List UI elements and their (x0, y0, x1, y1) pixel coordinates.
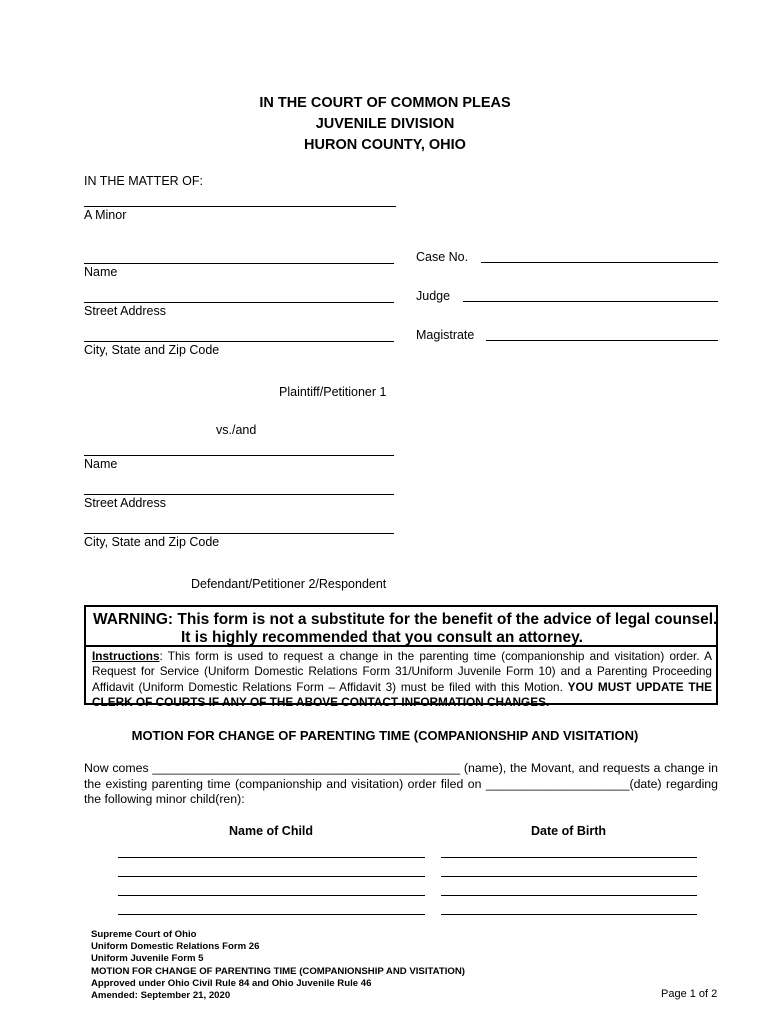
party1-role: Plaintiff/Petitioner 1 (279, 385, 387, 399)
party1-city-label: City, State and Zip Code (84, 343, 220, 357)
page-number: Page 1 of 2 (661, 988, 718, 1000)
party2-name-label: Name (84, 457, 118, 471)
vs-and-label: vs./and (216, 423, 257, 437)
footer-form-title: MOTION FOR CHANGE OF PARENTING TIME (COMPANIONSHIP AND VISITATION) (91, 965, 465, 977)
party2-city-label: City, State and Zip Code (84, 535, 220, 549)
child-name-line-4[interactable] (118, 914, 425, 915)
judge-label: Judge (416, 289, 451, 303)
instructions-text (92, 649, 712, 710)
court-name: IN THE COURT OF COMMON PLEAS (259, 95, 511, 111)
party1-street-line[interactable] (84, 302, 394, 303)
col-header-name-of-child: Name of Child (229, 824, 314, 838)
case-no-label: Case No. (416, 250, 469, 264)
child-dob-line-3[interactable] (441, 895, 697, 896)
child-dob-line-4[interactable] (441, 914, 697, 915)
warning-line-1: WARNING: This form is not a substitute for the benefit of the advice of legal counsel. (93, 611, 718, 628)
party2-street-line[interactable] (84, 494, 394, 495)
footer-approval: Approved under Ohio Civil Rule 84 and Ohio Juvenile Rule 46 (91, 977, 372, 989)
a-minor-label: A Minor (84, 208, 127, 222)
magistrate-line[interactable] (486, 340, 718, 341)
party1-city-line[interactable] (84, 341, 394, 342)
warning-box (84, 605, 718, 709)
motion-title: MOTION FOR CHANGE OF PARENTING TIME (COMPANIONSHIP AND VISITATION) (131, 728, 639, 743)
footer-juv-form: Uniform Juvenile Form 5 (91, 953, 204, 965)
warning-line-2: It is highly recommended that you consult an attorney. (181, 629, 583, 646)
instructions-label: Instructions (92, 649, 160, 663)
party2-name-line[interactable] (84, 455, 394, 456)
warning-header (86, 607, 716, 647)
motion-body: Now comes _____________________________________________ (name), the Movant, and requests a change in the existing parenting time (companionship and visitation) order filed on _____________________(date) regarding the following minor child(ren): (84, 761, 718, 806)
magistrate-label: Magistrate (416, 328, 475, 342)
child-name-line-3[interactable] (118, 895, 425, 896)
col-header-date-of-birth: Date of Birth (531, 824, 606, 838)
party1-street-label: Street Address (84, 304, 166, 318)
child-dob-line-1[interactable] (441, 857, 697, 858)
party1-name-label: Name (84, 265, 118, 279)
in-the-matter-label: IN THE MATTER OF: (84, 174, 203, 188)
child-name-line-1[interactable] (118, 857, 425, 858)
party1-name-line[interactable] (84, 263, 394, 264)
case-no-line[interactable] (481, 262, 718, 263)
form-footer (91, 929, 465, 1002)
party2-role: Defendant/Petitioner 2/Respondent (191, 577, 387, 591)
party2-city-line[interactable] (84, 533, 394, 534)
minor-name-line[interactable] (84, 206, 396, 207)
instructions-update-notice: YOU MUST UPDATE THE CLERK OF COURTS IF ANY OF THE ABOVE CONTACT INFORMATION CHANGES. (92, 679, 712, 709)
footer-court: Supreme Court of Ohio (91, 929, 197, 940)
footer-dr-form: Uniform Domestic Relations Form 26 (91, 941, 260, 953)
division-name: JUVENILE DIVISION (315, 116, 455, 132)
county-name: HURON COUNTY, OHIO (304, 137, 466, 153)
footer-amended: Amended: September 21, 2020 (91, 990, 231, 1002)
child-dob-line-2[interactable] (441, 876, 697, 877)
instructions-body: : This form is used to request a change in the parenting time (companionship and visitation) order. A Request for Service (Uniform Domestic Relations Form 31/Uniform Juvenile Form 10) and a Parenting Proceeding Affidavit (Uniform Domestic Relations Form – Affidavit 3) must be filed with this Motion. (92, 649, 712, 694)
judge-line[interactable] (463, 301, 718, 302)
party2-street-label: Street Address (84, 496, 166, 510)
child-name-line-2[interactable] (118, 876, 425, 877)
